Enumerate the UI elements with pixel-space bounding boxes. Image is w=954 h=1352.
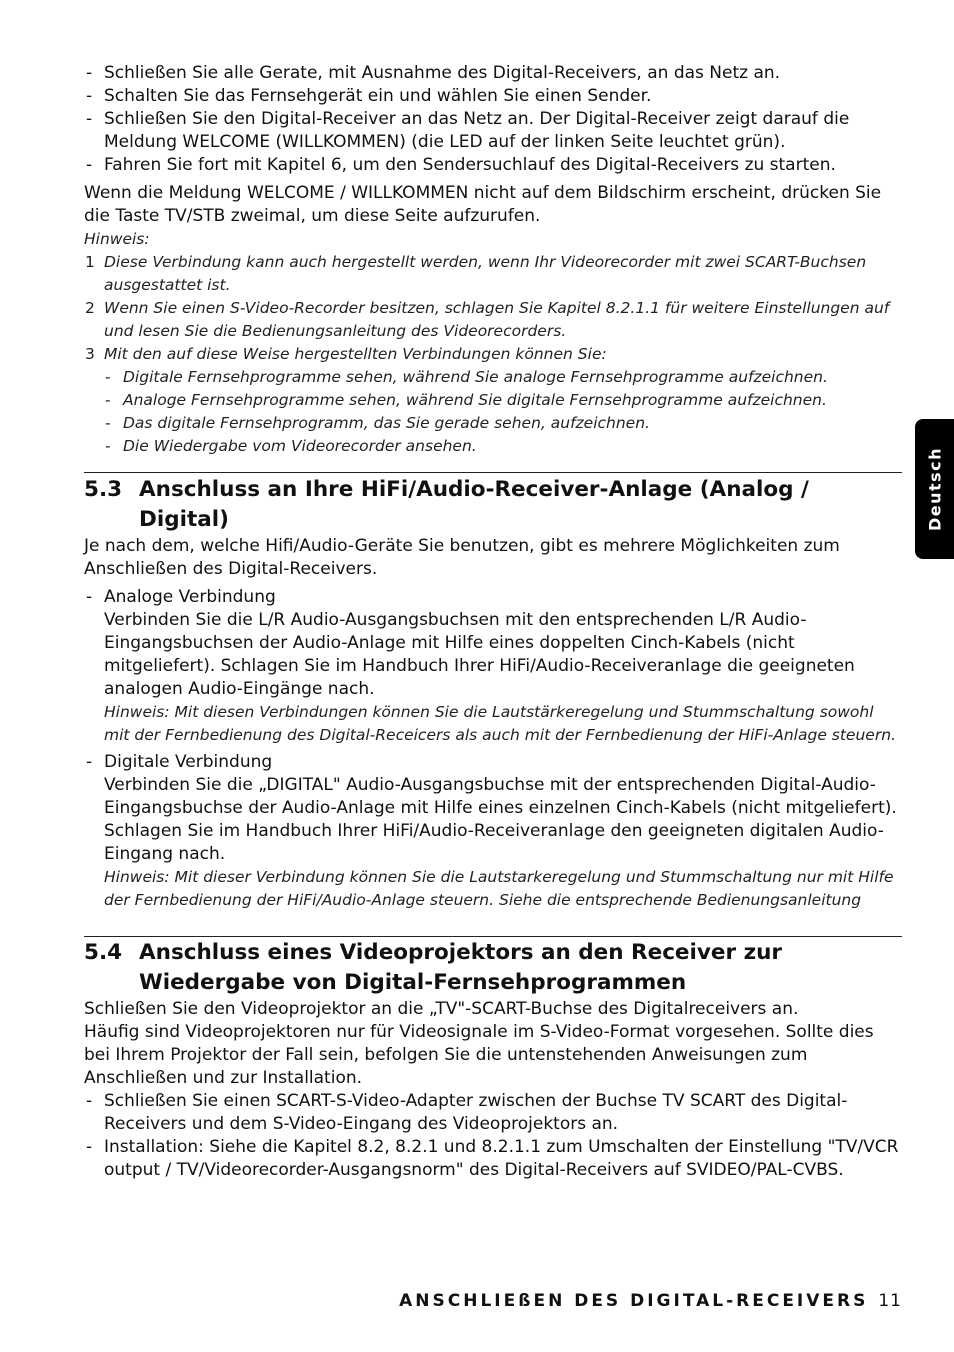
section-title: Anschluss eines Videoprojektors an den Receiver zur Wiedergabe von Digital-Fernsehprogrammen bbox=[139, 940, 782, 995]
note-number: 2 bbox=[85, 299, 95, 317]
section-divider bbox=[84, 472, 902, 473]
section-number: 5.4 bbox=[84, 940, 123, 965]
analog-connection-body: Verbinden Sie die L/R Audio-Ausgangsbuchsen mit den entsprechenden L/R Audio-Eingangsbuchsen der Audio-Anlage mit Hilfe eines doppelten Cinch-Kabels (nicht mitgeliefert). Schlagen Sie im Handbuch Ihrer HiFi/Audio-Receiveranlage die geeigneten analogen Audio-Eingänge nach. bbox=[104, 610, 855, 699]
note-sub-item: - Das digitale Fernsehprogramm, das Sie gerade sehen, aufzeichnen. bbox=[84, 412, 902, 435]
section-paragraph: Schließen Sie den Videoprojektor an die „TV"-SCART-Buchse des Digitalreceivers an. bbox=[84, 999, 799, 1019]
language-tab bbox=[915, 419, 954, 559]
digital-connection-body: Verbinden Sie die „DIGITAL" Audio-Ausgangsbuchse mit der entsprechenden Digital-Audio-Eingangsbuchse der Audio-Anlage mit Hilfe eines einzelnen Cinch-Kabels (nicht mitgeliefert). Schlagen Sie im Handbuch Ihrer HiFi/Audio-Receiveranlage den geeigneten digitalen Audio-Eingang nach. bbox=[104, 775, 897, 864]
note-number: 1 bbox=[85, 253, 95, 271]
note-text: Wenn Sie einen S-Video-Recorder besitzen, schlagen Sie Kapitel 8.2.1.1 für weitere Einstellungen auf und lesen Sie die Bedienungsanleitung des Videorecorders. bbox=[104, 299, 890, 340]
digital-connection-heading: - Digitale Verbindung bbox=[84, 751, 902, 774]
note-number: 3 bbox=[85, 345, 95, 363]
section-number: 5.3 bbox=[84, 477, 123, 502]
list-item: - Schließen Sie einen SCART-S-Video-Adapter zwischen der Buchse TV SCART des Digital-Receivers und dem S-Video-Eingang des Videoprojektors an. bbox=[84, 1090, 902, 1136]
section-heading-5-4 bbox=[84, 938, 902, 998]
page-number: 11 bbox=[878, 1291, 902, 1311]
list-item: - Fahren Sie fort mit Kapitel 6, um den Sendersuchlauf des Digital-Receivers zu starten. bbox=[84, 154, 902, 177]
section-divider bbox=[84, 936, 902, 937]
digital-note: Hinweis: Mit dieser Verbindung können Sie die Lautstarkeregelung und Stummschaltung nur mit Hilfe der Fernbedienung der HiFi/Audio-Anlage steuern. Siehe die entsprechende Bedienungsanleitung bbox=[104, 868, 894, 909]
language-tab-label: Deutsch bbox=[925, 446, 945, 532]
note-text: Diese Verbindung kann auch hergestellt werden, wenn Ihr Videorecorder mit zwei SCART-Buchsen ausgestattet ist. bbox=[104, 253, 867, 294]
welcome-paragraph: Wenn die Meldung WELCOME / WILLKOMMEN nicht auf dem Bildschirm erscheint, drücken Sie die Taste TV/STB zweimal, um diese Seite aufzurufen. bbox=[84, 183, 882, 226]
footer-chapter-title: ANSCHLIEßEN DES DIGITAL-RECEIVERS bbox=[399, 1291, 869, 1311]
section-intro: Je nach dem, welche Hifi/Audio-Geräte Sie benutzen, gibt es mehrere Möglichkeiten zum Anschließen des Digital-Receivers. bbox=[84, 536, 840, 579]
section-title: Anschluss an Ihre HiFi/Audio-Receiver-Anlage (Analog / Digital) bbox=[139, 477, 809, 532]
note-item bbox=[84, 297, 902, 343]
list-item: - Schalten Sie das Fernsehgerät ein und wählen Sie einen Sender. bbox=[84, 85, 902, 108]
digital-note-wrap bbox=[84, 866, 902, 912]
note-sub-item: - Analoge Fernsehprogramme sehen, während Sie digitale Fernsehprogramme aufzeichnen. bbox=[84, 389, 902, 412]
analog-connection-heading: - Analoge Verbindung bbox=[84, 586, 902, 609]
notes-label: Hinweis: bbox=[84, 230, 150, 248]
analog-note: Hinweis: Mit diesen Verbindungen können Sie die Lautstärkeregelung und Stummschaltung sowohl mit der Fernbedienung des Digital-Receicers als auch mit der Fernbedienung der HiFi-Anlage steuern. bbox=[104, 703, 896, 744]
intro-list bbox=[84, 62, 902, 177]
list-item: - Installation: Siehe die Kapitel 8.2, 8.2.1 und 8.2.1.1 zum Umschalten der Einstellung "TV/VCR output / TV/Videorecorder-Ausgangsnorm" des Digital-Receivers auf SVIDEO/PAL-CVBS. bbox=[84, 1136, 902, 1182]
note-text: Mit den auf diese Weise hergestellten Verbindungen können Sie: bbox=[104, 345, 607, 363]
page-footer bbox=[399, 1291, 902, 1311]
note-item bbox=[84, 251, 902, 297]
section-heading-5-3 bbox=[84, 475, 902, 535]
document-page bbox=[84, 62, 902, 1182]
note-item bbox=[84, 343, 902, 366]
section-paragraph: Häufig sind Videoprojektoren nur für Videosignale im S-Video-Format vorgesehen. Sollte dies bei Ihrem Projektor der Fall sein, befolgen Sie die untenstehenden Anweisungen zum Anschließen und zur Installation. bbox=[84, 1022, 874, 1088]
analog-note-wrap bbox=[84, 701, 902, 747]
note-sub-item: - Die Wiedergabe vom Videorecorder ansehen. bbox=[84, 435, 902, 458]
note-sub-item: - Digitale Fernsehprogramme sehen, während Sie analoge Fernsehprogramme aufzeichnen. bbox=[84, 366, 902, 389]
list-item: - Schließen Sie den Digital-Receiver an das Netz an. Der Digital-Receiver zeigt darauf die Meldung WELCOME (WILLKOMMEN) (die LED auf der linken Seite leuchtet grün). bbox=[84, 108, 902, 154]
list-item: - Schließen Sie alle Gerate, mit Ausnahme des Digital-Receivers, an das Netz an. bbox=[84, 62, 902, 85]
